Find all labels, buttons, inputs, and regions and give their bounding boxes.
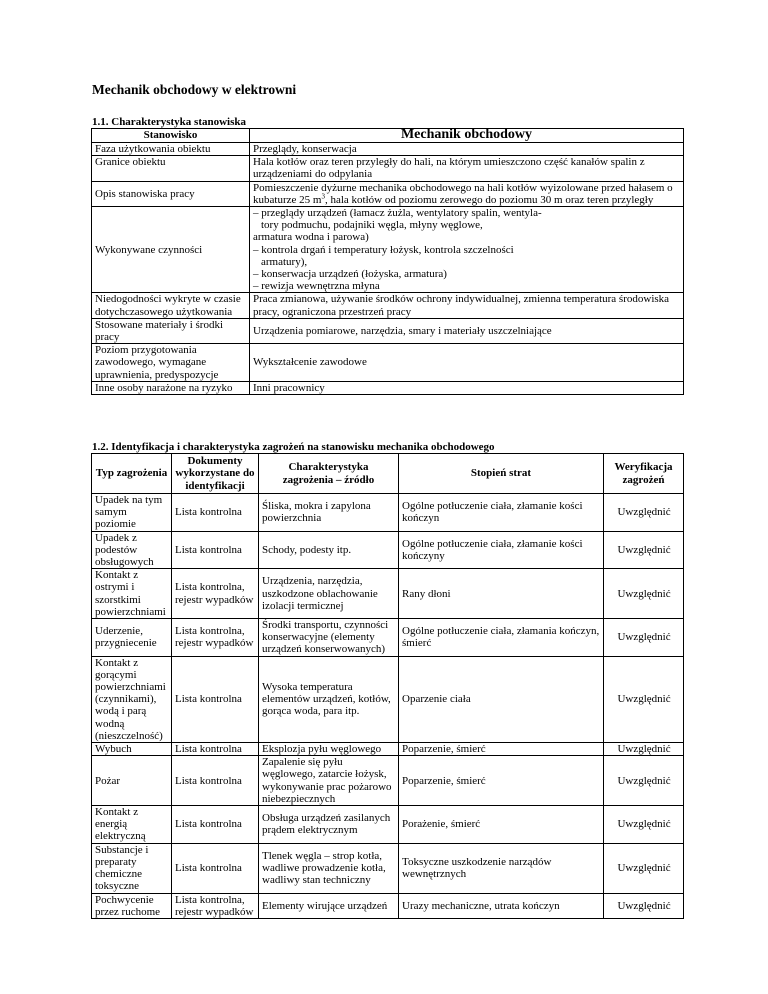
cell-documents: Lista kontrolna, rejestr wypadków — [172, 893, 259, 918]
table-row — [92, 344, 684, 382]
cell-characteristics: Schody, podesty itp. — [259, 531, 399, 569]
row-label: Stosowane materiały i środki pracy — [92, 318, 250, 343]
cell-verification: Uwzględnić — [604, 569, 684, 619]
table-row — [92, 156, 684, 181]
row-label: Opis stanowiska pracy — [92, 181, 250, 206]
cell-characteristics: Obsługa urządzeń zasilanych prądem elektrycznym — [259, 806, 399, 844]
cell-characteristics: Zapalenie się pyłu węglowego, zatarcie łożysk, wykonywanie prac pożarowo niebezpiecznych — [259, 756, 399, 806]
hazard-identification-table — [91, 453, 684, 919]
row-value — [250, 181, 684, 206]
section-heading-2: 1.2. Identyfikacja i charakterystyka zagrożeń na stanowisku mechanika obchodowego — [92, 441, 495, 453]
table-row — [92, 656, 684, 742]
row-value-text: Pomieszczenie dyżurne mechanika obchodowego na hali kotłów wyizolowane przed hałasem o kubaturze 25 m — [253, 181, 673, 206]
row-value: Praca zmianowa, używanie środków ochrony indywidualnej, zmienna temperatura środowiska pracy, ograniczona przestrzeń pracy — [250, 293, 684, 318]
cell-hazard-type: Pochwycenie przez ruchome — [92, 893, 172, 918]
cell-characteristics: Środki transportu, czynności konserwacyjne (elementy urządzeń konserwowanych) — [259, 619, 399, 657]
table-header-row — [92, 454, 684, 494]
cell-loss-degree: Rany dłoni — [399, 569, 604, 619]
cell-hazard-type: Kontakt z ostrymi i szorstkimi powierzchniami — [92, 569, 172, 619]
row-label: Niedogodności wykryte w czasie dotychczasowego użytkowania — [92, 293, 250, 318]
row-value: Urządzenia pomiarowe, narzędzia, smary i materiały uszczelniające — [250, 318, 684, 343]
table-row — [92, 619, 684, 657]
list-item: armatury), — [261, 255, 308, 268]
section-heading-1: 1.1. Charakterystyka stanowiska — [92, 116, 247, 128]
cell-hazard-type: Substancje i preparaty chemiczne toksyczne — [92, 843, 172, 893]
column-header-loss-degree: Stopień strat — [399, 454, 604, 494]
column-header-position-name: Mechanik obchodowy — [250, 129, 684, 143]
row-value-list — [250, 207, 684, 293]
cell-characteristics: Śliska, mokra i zapylona powierzchnia — [259, 494, 399, 532]
list-item: – konserwacja urządzeń (łożyska, armatura) — [253, 268, 447, 281]
table-row — [92, 569, 684, 619]
cell-documents: Lista kontrolna, rejestr wypadków — [172, 569, 259, 619]
cell-characteristics: Eksplozja pyłu węglowego — [259, 743, 399, 756]
list-item: – rewizja wewnętrzna młyna — [253, 280, 380, 293]
cell-documents: Lista kontrolna — [172, 743, 259, 756]
table-row — [92, 756, 684, 806]
cell-hazard-type: Pożar — [92, 756, 172, 806]
list-item: armatura wodna i parowa) — [253, 231, 369, 244]
cell-verification: Uwzględnić — [604, 656, 684, 742]
row-label: Poziom przygotowania zawodowego, wymagane uprawnienia, predyspozycje — [92, 344, 250, 382]
row-value: Inni pracownicy — [250, 381, 684, 394]
cell-documents: Lista kontrolna, rejestr wypadków — [172, 619, 259, 657]
cell-hazard-type: Uderzenie, przygniecenie — [92, 619, 172, 657]
table-row — [92, 207, 684, 293]
cell-verification: Uwzględnić — [604, 619, 684, 657]
cell-hazard-type: Upadek z podestów obsługowych — [92, 531, 172, 569]
table-row — [92, 893, 684, 918]
row-value: Hala kotłów oraz teren przyległy do hali, na którym umieszczono część kanałów spalin z urządzeniami do odpylania — [250, 156, 684, 181]
row-label: Wykonywane czynności — [92, 207, 250, 293]
table-row — [92, 293, 684, 318]
cell-hazard-type: Upadek na tym samym poziomie — [92, 494, 172, 532]
column-header-hazard-type: Typ zagrożenia — [92, 454, 172, 494]
list-item: tory podmuchu, podajniki węgla, młyny węglowe, — [261, 219, 483, 232]
table-row — [92, 181, 684, 206]
list-item: – przeglądy urządzeń (łamacz żużla, wentylatory spalin, wentyla- — [253, 207, 542, 220]
row-value: Wykształcenie zawodowe — [250, 344, 684, 382]
table-row — [92, 494, 684, 532]
row-label: Inne osoby narażone na ryzyko — [92, 381, 250, 394]
cell-hazard-type: Kontakt z gorącymi powierzchniami (czynnikami), wodą i parą wodną (nieszczelność) — [92, 656, 172, 742]
cell-loss-degree: Ogólne potłuczenie ciała, złamanie kości kończyny — [399, 531, 604, 569]
row-value-text: , hala kotłów od poziomu zerowego do poziomu 30 m oraz teren przyległy — [324, 193, 654, 206]
row-label: Faza użytkowania obiektu — [92, 143, 250, 156]
position-characteristics-table — [91, 128, 684, 395]
cell-characteristics: Wysoka temperatura elementów urządzeń, kotłów, gorąca woda, para itp. — [259, 656, 399, 742]
column-header-verification: Weryfikacja zagrożeń — [604, 454, 684, 494]
cell-verification: Uwzględnić — [604, 494, 684, 532]
cell-verification: Uwzględnić — [604, 806, 684, 844]
cell-characteristics: Elementy wirujące urządzeń — [259, 893, 399, 918]
table-row — [92, 531, 684, 569]
cell-loss-degree: Poparzenie, śmierć — [399, 756, 604, 806]
cell-characteristics: Tlenek węgla – strop kotła, wadliwe prowadzenie kotła, wadliwy stan techniczny — [259, 843, 399, 893]
cell-loss-degree: Toksyczne uszkodzenie narządów wewnętrznych — [399, 843, 604, 893]
cell-verification: Uwzględnić — [604, 843, 684, 893]
table-row — [92, 381, 684, 394]
table-row — [92, 743, 684, 756]
column-header-characteristics: Charakterystyka zagrożenia – źródło — [259, 454, 399, 494]
cell-verification: Uwzględnić — [604, 756, 684, 806]
list-item: – kontrola drgań i temperatury łożysk, kontrola szczelności — [253, 243, 514, 256]
cell-hazard-type: Kontakt z energią elektryczną — [92, 806, 172, 844]
table-row — [92, 318, 684, 343]
table-header-row — [92, 129, 684, 143]
cell-documents: Lista kontrolna — [172, 531, 259, 569]
row-value: Przeglądy, konserwacja — [250, 143, 684, 156]
cell-loss-degree: Urazy mechaniczne, utrata kończyn — [399, 893, 604, 918]
cell-loss-degree: Oparzenie ciała — [399, 656, 604, 742]
cell-documents: Lista kontrolna — [172, 494, 259, 532]
table-row — [92, 843, 684, 893]
cell-verification: Uwzględnić — [604, 743, 684, 756]
document-title: Mechanik obchodowy w elektrowni — [92, 82, 297, 97]
row-label: Granice obiektu — [92, 156, 250, 181]
cell-loss-degree: Ogólne potłuczenie ciała, złamanie kości kończyn — [399, 494, 604, 532]
cell-documents: Lista kontrolna — [172, 843, 259, 893]
cell-loss-degree: Poparzenie, śmierć — [399, 743, 604, 756]
cell-verification: Uwzględnić — [604, 893, 684, 918]
cell-verification: Uwzględnić — [604, 531, 684, 569]
cell-characteristics: Urządzenia, narzędzia, uszkodzone oblachowanie izolacji termicznej — [259, 569, 399, 619]
column-header-position: Stanowisko — [92, 129, 250, 143]
cell-hazard-type: Wybuch — [92, 743, 172, 756]
cell-documents: Lista kontrolna — [172, 656, 259, 742]
table-row — [92, 143, 684, 156]
cell-loss-degree: Ogólne potłuczenie ciała, złamania kończyn, śmierć — [399, 619, 604, 657]
cell-documents: Lista kontrolna — [172, 806, 259, 844]
table-row — [92, 806, 684, 844]
column-header-documents: Dokumenty wykorzystane do identyfikacji — [172, 454, 259, 494]
cell-documents: Lista kontrolna — [172, 756, 259, 806]
superscript: 3 — [321, 192, 325, 201]
cell-loss-degree: Porażenie, śmierć — [399, 806, 604, 844]
